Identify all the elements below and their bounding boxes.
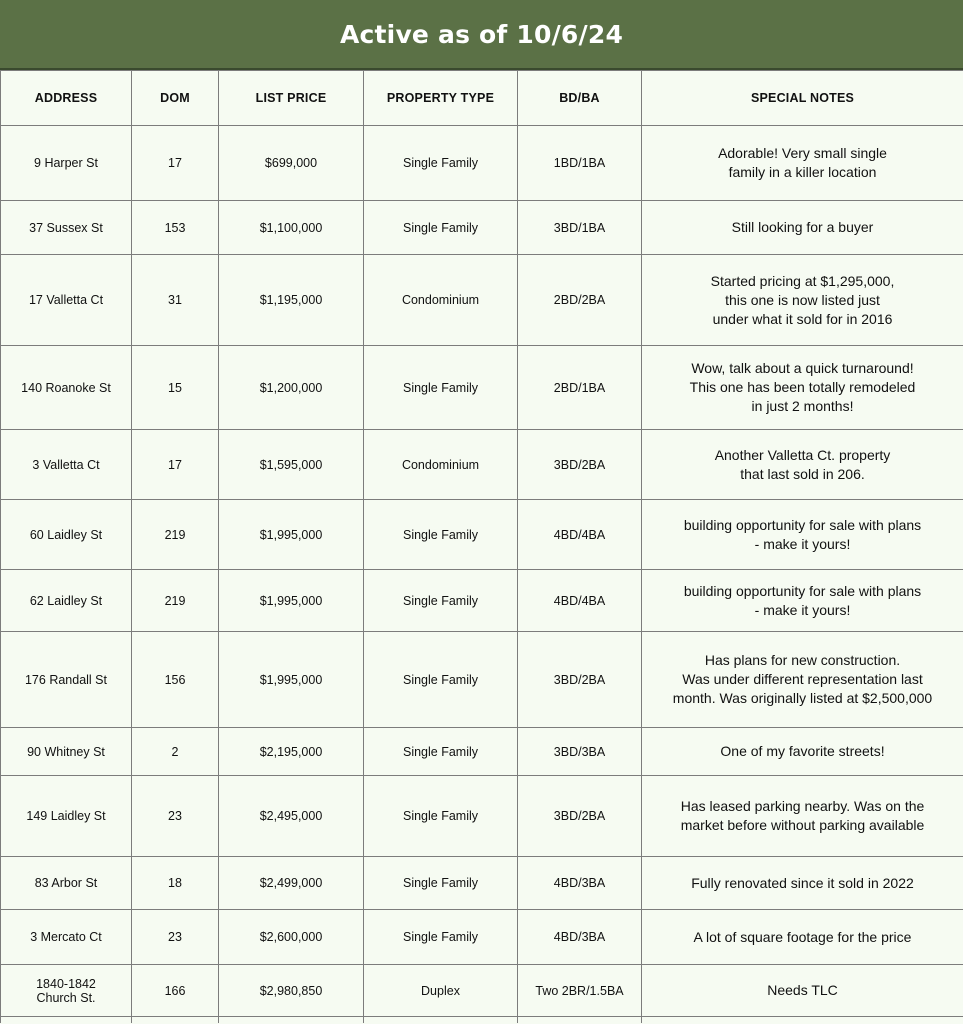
cell-list-price: $1,100,000 — [219, 201, 364, 255]
header-property-type: PROPERTY TYPE — [364, 71, 518, 126]
cell-special-notes: Still looking for a buyer — [642, 201, 963, 255]
cell-list-price: $2,980,850 — [219, 965, 364, 1017]
cell-address: 3 Mercato Ct — [1, 910, 132, 965]
header-dom: DOM — [132, 71, 219, 126]
table-row-cutoff — [1, 1017, 963, 1024]
cell-address: 17 Valletta Ct — [1, 255, 132, 346]
cell-bd-ba: 2BD/1BA — [518, 346, 642, 430]
cell-list-price: $2,499,000 — [219, 857, 364, 910]
cell-special-notes: building opportunity for sale with plans - make it yours! — [642, 500, 963, 570]
header-bd-ba: BD/BA — [518, 71, 642, 126]
cell-property-type: Single Family — [364, 857, 518, 910]
cell-list-price: $1,995,000 — [219, 632, 364, 728]
cell-bd-ba: 2BD/2BA — [518, 255, 642, 346]
cutoff-cell — [1, 1017, 132, 1024]
cell-dom: 219 — [132, 570, 219, 632]
title-banner — [0, 0, 963, 70]
cell-list-price: $1,595,000 — [219, 430, 364, 500]
header-row — [1, 71, 963, 126]
cell-dom: 219 — [132, 500, 219, 570]
cell-list-price: $2,600,000 — [219, 910, 364, 965]
cell-dom: 18 — [132, 857, 219, 910]
cell-address: 149 Laidley St — [1, 776, 132, 857]
cell-address: 3 Valletta Ct — [1, 430, 132, 500]
cell-special-notes: building opportunity for sale with plans - make it yours! — [642, 570, 963, 632]
cell-list-price: $1,995,000 — [219, 570, 364, 632]
cell-address: 37 Sussex St — [1, 201, 132, 255]
cell-property-type: Single Family — [364, 201, 518, 255]
cell-list-price: $699,000 — [219, 126, 364, 201]
cell-list-price: $1,995,000 — [219, 500, 364, 570]
cell-special-notes: Adorable! Very small single family in a killer location — [642, 126, 963, 201]
table-row — [1, 776, 963, 857]
cell-address: 9 Harper St — [1, 126, 132, 201]
table-row — [1, 728, 963, 776]
listings-table — [0, 70, 963, 1023]
cell-special-notes: Wow, talk about a quick turnaround! This one has been totally remodeled in just 2 months! — [642, 346, 963, 430]
cell-special-notes: Another Valletta Ct. property that last sold in 206. — [642, 430, 963, 500]
cell-special-notes: Needs TLC — [642, 965, 963, 1017]
cell-list-price: $2,495,000 — [219, 776, 364, 857]
cell-list-price: $2,195,000 — [219, 728, 364, 776]
table-row — [1, 857, 963, 910]
cell-bd-ba: 1BD/1BA — [518, 126, 642, 201]
cutoff-cell — [219, 1017, 364, 1024]
table-row — [1, 965, 963, 1017]
cell-dom: 23 — [132, 776, 219, 857]
cell-dom: 17 — [132, 126, 219, 201]
cell-bd-ba: 4BD/3BA — [518, 910, 642, 965]
table-row — [1, 430, 963, 500]
cell-bd-ba: 4BD/3BA — [518, 857, 642, 910]
table-row — [1, 632, 963, 728]
cell-dom: 23 — [132, 910, 219, 965]
cell-property-type: Single Family — [364, 776, 518, 857]
cell-property-type: Condominium — [364, 430, 518, 500]
cutoff-cell — [364, 1017, 518, 1024]
cell-special-notes: A lot of square footage for the price — [642, 910, 963, 965]
cutoff-cell — [132, 1017, 219, 1024]
cell-address: 90 Whitney St — [1, 728, 132, 776]
header-special-notes: SPECIAL NOTES — [642, 71, 963, 126]
cell-bd-ba: 4BD/4BA — [518, 500, 642, 570]
cell-bd-ba: 3BD/2BA — [518, 776, 642, 857]
table-row — [1, 201, 963, 255]
cell-bd-ba: 4BD/4BA — [518, 570, 642, 632]
cell-special-notes: Started pricing at $1,295,000, this one is now listed just under what it sold for in 2016 — [642, 255, 963, 346]
cell-property-type: Single Family — [364, 126, 518, 201]
table-row — [1, 500, 963, 570]
cell-property-type: Duplex — [364, 965, 518, 1017]
cell-address: 60 Laidley St — [1, 500, 132, 570]
cell-property-type: Single Family — [364, 728, 518, 776]
cell-special-notes: Has leased parking nearby. Was on the market before without parking available — [642, 776, 963, 857]
cell-property-type: Single Family — [364, 632, 518, 728]
cell-address: 176 Randall St — [1, 632, 132, 728]
cell-bd-ba: 3BD/2BA — [518, 430, 642, 500]
cell-dom: 31 — [132, 255, 219, 346]
table-row — [1, 255, 963, 346]
cell-dom: 153 — [132, 201, 219, 255]
cell-dom: 17 — [132, 430, 219, 500]
cell-special-notes: One of my favorite streets! — [642, 728, 963, 776]
cell-property-type: Single Family — [364, 500, 518, 570]
cell-list-price: $1,195,000 — [219, 255, 364, 346]
cell-property-type: Condominium — [364, 255, 518, 346]
header-list-price: LIST PRICE — [219, 71, 364, 126]
table-row — [1, 346, 963, 430]
cell-property-type: Single Family — [364, 346, 518, 430]
page-title: Active as of 10/6/24 — [339, 19, 624, 49]
cell-special-notes: Has plans for new construction. Was under different representation last month. Was originally listed at $2,500,000 — [642, 632, 963, 728]
cutoff-cell — [518, 1017, 642, 1024]
table-row — [1, 126, 963, 201]
cell-bd-ba: 3BD/1BA — [518, 201, 642, 255]
table-row — [1, 570, 963, 632]
cell-address: 1840-1842 Church St. — [1, 965, 132, 1017]
header-address: ADDRESS — [1, 71, 132, 126]
cell-address: 83 Arbor St — [1, 857, 132, 910]
cell-dom: 2 — [132, 728, 219, 776]
cell-bd-ba: Two 2BR/1.5BA — [518, 965, 642, 1017]
cutoff-cell — [642, 1017, 963, 1024]
cell-property-type: Single Family — [364, 570, 518, 632]
cell-bd-ba: 3BD/3BA — [518, 728, 642, 776]
cell-bd-ba: 3BD/2BA — [518, 632, 642, 728]
cell-dom: 156 — [132, 632, 219, 728]
cell-address: 62 Laidley St — [1, 570, 132, 632]
cell-address: 140 Roanoke St — [1, 346, 132, 430]
cell-dom: 15 — [132, 346, 219, 430]
cell-special-notes: Fully renovated since it sold in 2022 — [642, 857, 963, 910]
cell-dom: 166 — [132, 965, 219, 1017]
cell-property-type: Single Family — [364, 910, 518, 965]
cell-list-price: $1,200,000 — [219, 346, 364, 430]
table-row — [1, 910, 963, 965]
